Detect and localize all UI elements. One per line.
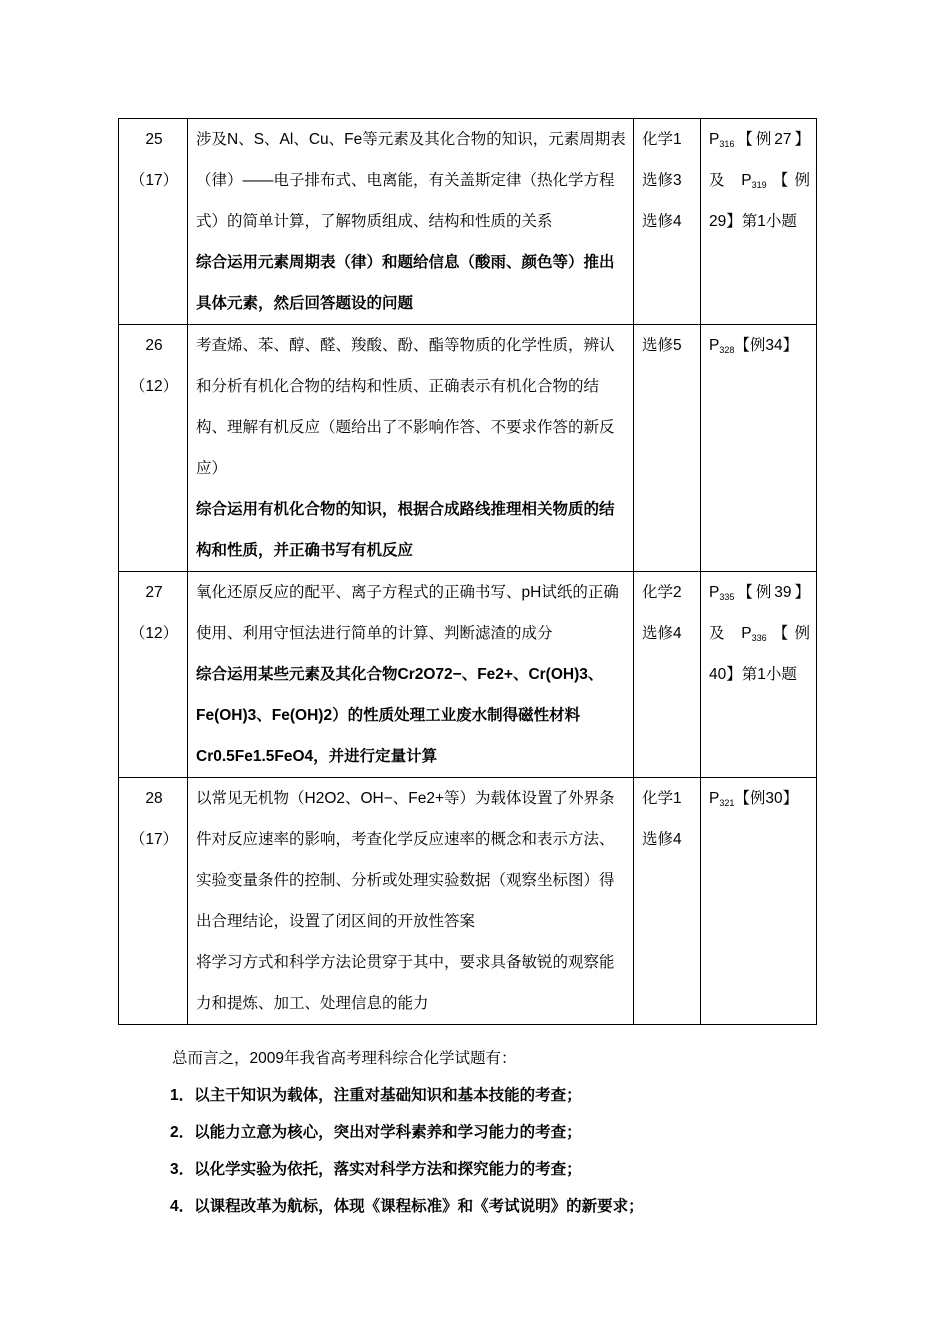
exam-analysis-table <box>118 118 817 1025</box>
textbook-item: 选修4 <box>642 831 682 848</box>
summary-section <box>118 1040 818 1225</box>
knowledge-points: 氧化还原反应的配平、离子方程式的正确书写、pH试纸的正确使用、利用守恒法进行简单的计算、判断滤渣的成分 <box>196 584 619 642</box>
table-row <box>119 119 817 325</box>
question-number: 25（17） <box>119 119 188 325</box>
textbook-item: 选修4 <box>642 213 682 230</box>
question-description <box>188 325 634 572</box>
knowledge-points: 涉及N、S、Al、Cu、Fe等元素及其化合物的知识，元素周期表（律）——电子排布式、电离能，有关盖斯定律（热化学方程式）的简单计算，了解物质组成、结构和性质的关系 <box>196 131 626 230</box>
reference-cell: $P_{335}$【例39】 及 $P_{336}$【例40】第1小题 <box>701 572 817 778</box>
summary-intro: 总而言之，2009年我省高考理科综合化学试题有： <box>172 1050 517 1067</box>
question-description <box>188 778 634 1025</box>
table-row <box>119 778 817 1025</box>
textbook-item: 选修5 <box>642 337 682 354</box>
table-row <box>119 325 817 572</box>
textbook-cell <box>634 325 701 572</box>
textbook-item: 化学1 <box>642 131 682 148</box>
reference-cell: $P_{328}$【例34】 <box>701 325 817 572</box>
textbook-item: 化学1 <box>642 790 682 807</box>
textbook-item: 选修3 <box>642 172 682 189</box>
reference-cell: $P_{321}$【例30】 <box>701 778 817 1025</box>
question-number: 26（12） <box>119 325 188 572</box>
textbook-cell <box>634 778 701 1025</box>
ability-requirement: 综合运用元素周期表（律）和题给信息（酸雨、颜色等）推出具体元素，然后回答题设的问题 <box>196 254 615 312</box>
summary-point: 2．以能力立意为核心，突出对学科素养和学习能力的考查； <box>170 1124 582 1141</box>
ability-requirement: 将学习方式和科学方法论贯穿于其中，要求具备敏锐的观察能力和提炼、加工、处理信息的能力 <box>196 954 615 1012</box>
question-description <box>188 119 634 325</box>
knowledge-points: 考查烯、苯、醇、醛、羧酸、酚、酯等物质的化学性质，辨认和分析有机化合物的结构和性质、正确表示有机化合物的结构、理解有机反应（题给出了不影响作答、不要求作答的新反应） <box>196 337 615 477</box>
textbook-item: 化学2 <box>642 584 682 601</box>
summary-point: 1．以主干知识为载体，注重对基础知识和基本技能的考查； <box>170 1087 582 1104</box>
textbook-item: 选修4 <box>642 625 682 642</box>
reference-cell: $P_{316}$【例27】 及 $P_{319}$【例29】第1小题 <box>701 119 817 325</box>
question-description <box>188 572 634 778</box>
table-row <box>119 572 817 778</box>
summary-point: 3．以化学实验为依托，落实对科学方法和探究能力的考查； <box>170 1161 582 1178</box>
question-number: 28（17） <box>119 778 188 1025</box>
textbook-cell <box>634 119 701 325</box>
knowledge-points: 以常见无机物（H2O2、OH−、Fe2+等）为载体设置了外界条件对反应速率的影响，考查化学反应速率的概念和表示方法、实验变量条件的控制、分析或处理实验数据（观察坐标图）得出合理结论，设置了闭区间的开放性答案 <box>196 790 615 930</box>
ability-requirement: 综合运用有机化合物的知识，根据合成路线推理相关物质的结构和性质，并正确书写有机反应 <box>196 501 615 559</box>
question-number: 27（12） <box>119 572 188 778</box>
textbook-cell <box>634 572 701 778</box>
ability-requirement: 综合运用某些元素及其化合物Cr2O72−、Fe2+、Cr(OH)3、Fe(OH)3、Fe(OH)2）的性质处理工业废水制得磁性材料Cr0.5Fe1.5FeO4，并进行定量计算 <box>196 666 604 765</box>
summary-point: 4．以课程改革为航标，体现《课程标准》和《考试说明》的新要求； <box>170 1198 644 1215</box>
